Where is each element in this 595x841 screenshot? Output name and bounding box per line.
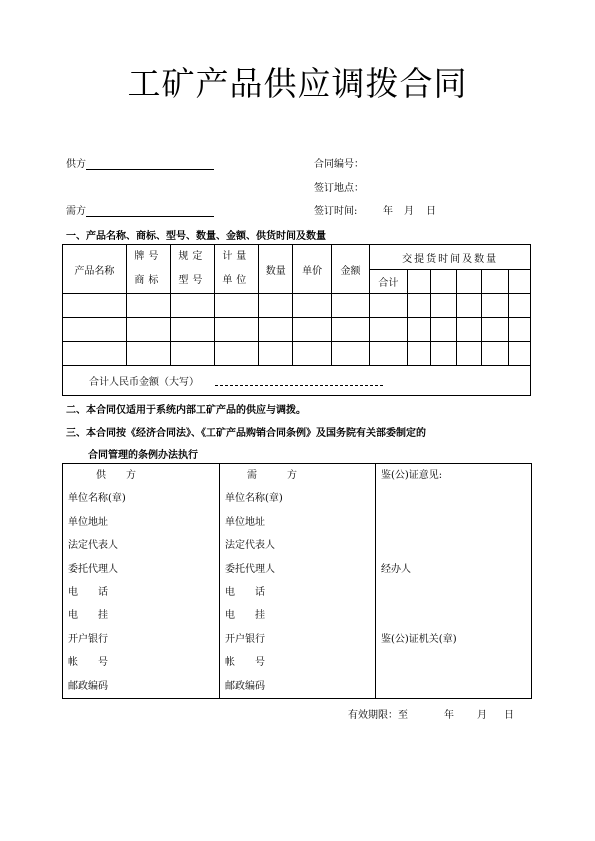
col-brand: 牌号 商标 (126, 245, 170, 294)
col-unit: 计量 单位 (214, 245, 258, 294)
total-rmb-label: 合计人民币金额（大写） (89, 377, 199, 388)
parties-table (62, 463, 532, 699)
col-amount: 金额 (331, 245, 369, 294)
supplier-field (66, 155, 214, 170)
col-total: 合计 (370, 270, 407, 294)
demander-field-bank: 开户银行 (225, 633, 265, 645)
demander-field (66, 202, 214, 217)
validity-day: 日 (504, 710, 514, 721)
demander-field-name: 单位名称(章) (225, 493, 283, 505)
section3-line1: 三、本合同按《经济合同法》、《工矿产品购销合同条例》及国务院有关部委制定的 (66, 428, 426, 439)
col-spec: 规定 型号 (171, 245, 214, 294)
demander-field-legal-rep: 法定代表人 (225, 540, 275, 552)
product-table (62, 244, 531, 396)
document-title: 工矿产品供应调拨合同 (127, 64, 468, 103)
demander-header: 需 方 (247, 470, 297, 481)
supplier-column (63, 464, 220, 699)
supplier-field-telegraph: 电 挂 (68, 610, 108, 622)
table-row (63, 318, 531, 342)
col-price: 单价 (293, 245, 331, 294)
demander-field-account: 帐 号 (225, 657, 265, 669)
contract-no-label: 合同编号： (314, 159, 364, 170)
demander-field-address: 单位地址 (225, 516, 265, 528)
supplier-field-postcode: 邮政编码 (68, 680, 108, 692)
supplier-field-phone: 电 话 (68, 586, 108, 598)
demander-field-phone: 电 话 (225, 586, 265, 598)
supplier-field-address: 单位地址 (68, 516, 108, 528)
table-row (63, 342, 531, 366)
validity-label: 有效期限：至 (348, 710, 408, 721)
supplier-field-name: 单位名称(章) (68, 493, 126, 505)
supplier-field-legal-rep: 法定代表人 (68, 540, 118, 552)
sign-year: 年 (383, 206, 393, 217)
sign-month: 月 (404, 206, 414, 217)
supplier-field-bank: 开户银行 (68, 633, 108, 645)
notary-column (376, 464, 532, 699)
demander-field-telegraph: 电 挂 (225, 610, 265, 622)
col-product-name: 产品名称 (63, 245, 127, 294)
demander-label: 需方 (66, 206, 86, 217)
col-qty: 数量 (259, 245, 293, 294)
notary-org: 鉴(公)证机关(章) (381, 633, 457, 645)
demander-field-postcode: 邮政编码 (225, 680, 265, 692)
demander-field-agent: 委托代理人 (225, 563, 275, 575)
notary-opinion: 鉴(公)证意见: (381, 470, 443, 481)
total-rmb-blank (215, 379, 383, 386)
table-row (63, 294, 531, 318)
col-delivery: 交提货时间及数量 (370, 245, 531, 270)
section1-heading: 一、产品名称、商标、型号、数量、金额、供货时间及数量 (66, 231, 326, 242)
sign-day: 日 (426, 206, 436, 217)
supplier-field-account: 帐 号 (68, 657, 108, 669)
validity-year: 年 (444, 710, 454, 721)
supplier-field-agent: 委托代理人 (68, 563, 118, 575)
supplier-label: 供方 (66, 159, 86, 170)
supplier-blank (86, 158, 214, 170)
demander-blank (86, 205, 214, 217)
demander-column (220, 464, 376, 699)
notary-handler: 经办人 (381, 563, 411, 575)
supplier-header: 供 方 (96, 470, 136, 481)
sign-place-label: 签订地点： (314, 183, 364, 194)
sign-time-label: 签订时间: (314, 206, 358, 217)
section2-text: 二、本合同仅适用于系统内部工矿产品的供应与调拨。 (66, 405, 306, 416)
validity-month: 月 (477, 710, 487, 721)
section3-line2: 合同管理的条例办法执行 (88, 450, 198, 461)
total-rmb-row (63, 366, 531, 396)
